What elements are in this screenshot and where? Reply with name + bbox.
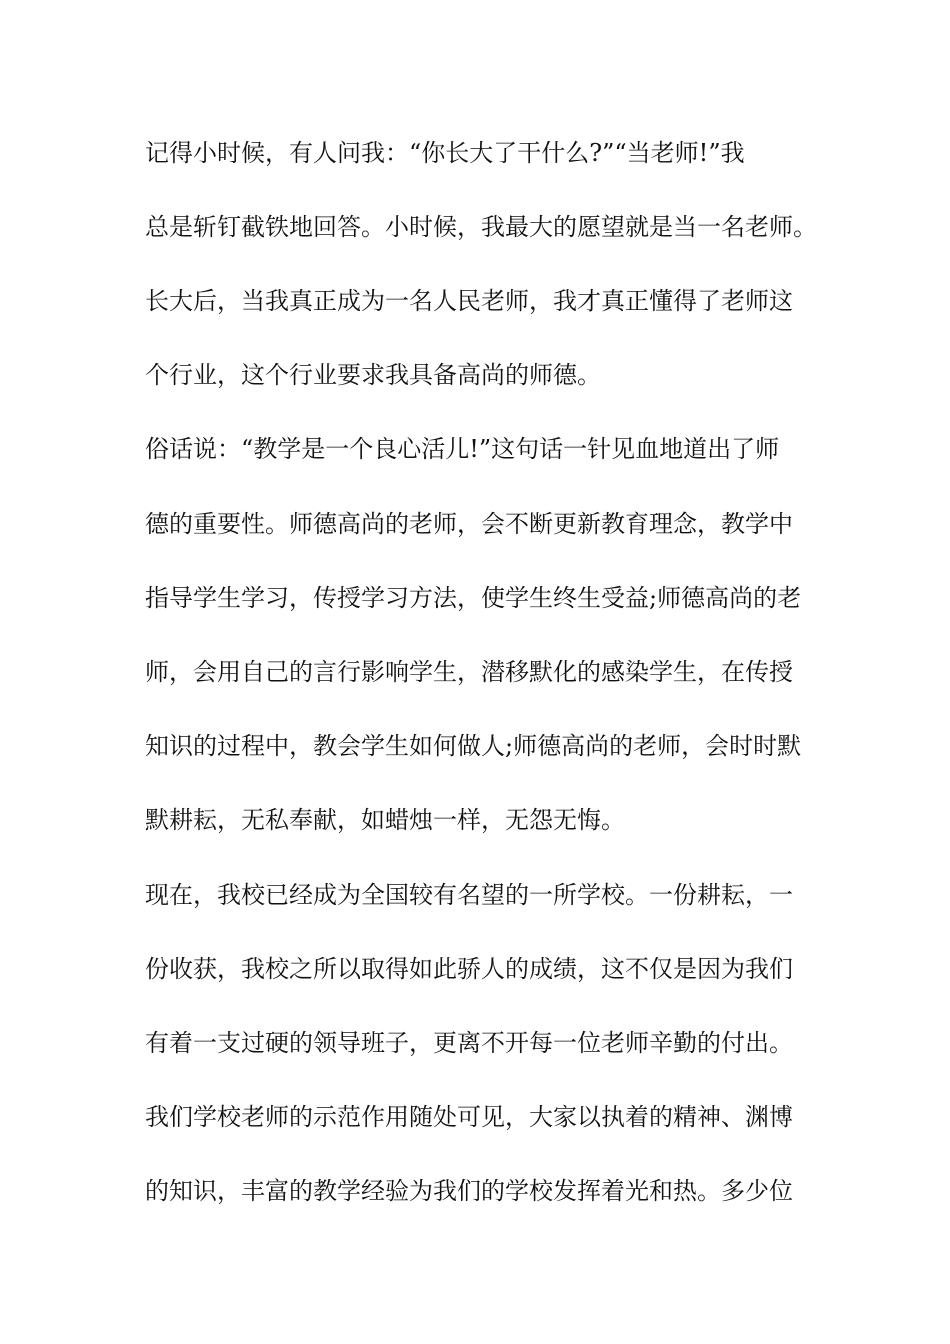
text-line: 长大后，当我真正成为一名人民老师，我才真正懂得了老师这	[145, 287, 793, 315]
text-line: 知识的过程中，教会学生如何做人;师德高尚的老师，会时时默	[145, 732, 802, 760]
text-line: 我们学校老师的示范作用随处可见，大家以执着的精神、渊博	[145, 1103, 793, 1131]
text-line: 总是斩钉截铁地回答。小时候，我最大的愿望就是当一名老师。	[145, 213, 817, 241]
text-line: 德的重要性。师德高尚的老师，会不断更新教育理念，教学中	[145, 510, 793, 538]
text-line: 有着一支过硬的领导班子，更离不开每一位老师辛勤的付出。	[145, 1029, 793, 1057]
text-line: 记得小时候，有人问我：“你长大了干什么?”“当老师!”我	[145, 139, 745, 167]
text-line: 现在，我校已经成为全国较有名望的一所学校。一份耕耘，一	[145, 881, 793, 909]
text-line: 俗话说：“教学是一个良心活儿!”这句话一针见血地道出了师	[145, 435, 780, 463]
text-line: 份收获，我校之所以取得如此骄人的成绩，这不仅是因为我们	[145, 955, 793, 983]
text-line: 个行业，这个行业要求我具备高尚的师德。	[145, 361, 601, 389]
text-line: 的知识，丰富的教学经验为我们的学校发挥着光和热。多少位	[145, 1177, 793, 1205]
text-line: 师，会用自己的言行影响学生，潜移默化的感染学生，在传授	[145, 658, 793, 686]
text-line: 默耕耘，无私奉献，如蜡烛一样，无怨无悔。	[145, 806, 625, 834]
text-line: 指导学生学习，传授学习方法，使学生终生受益;师德高尚的老	[145, 584, 802, 612]
